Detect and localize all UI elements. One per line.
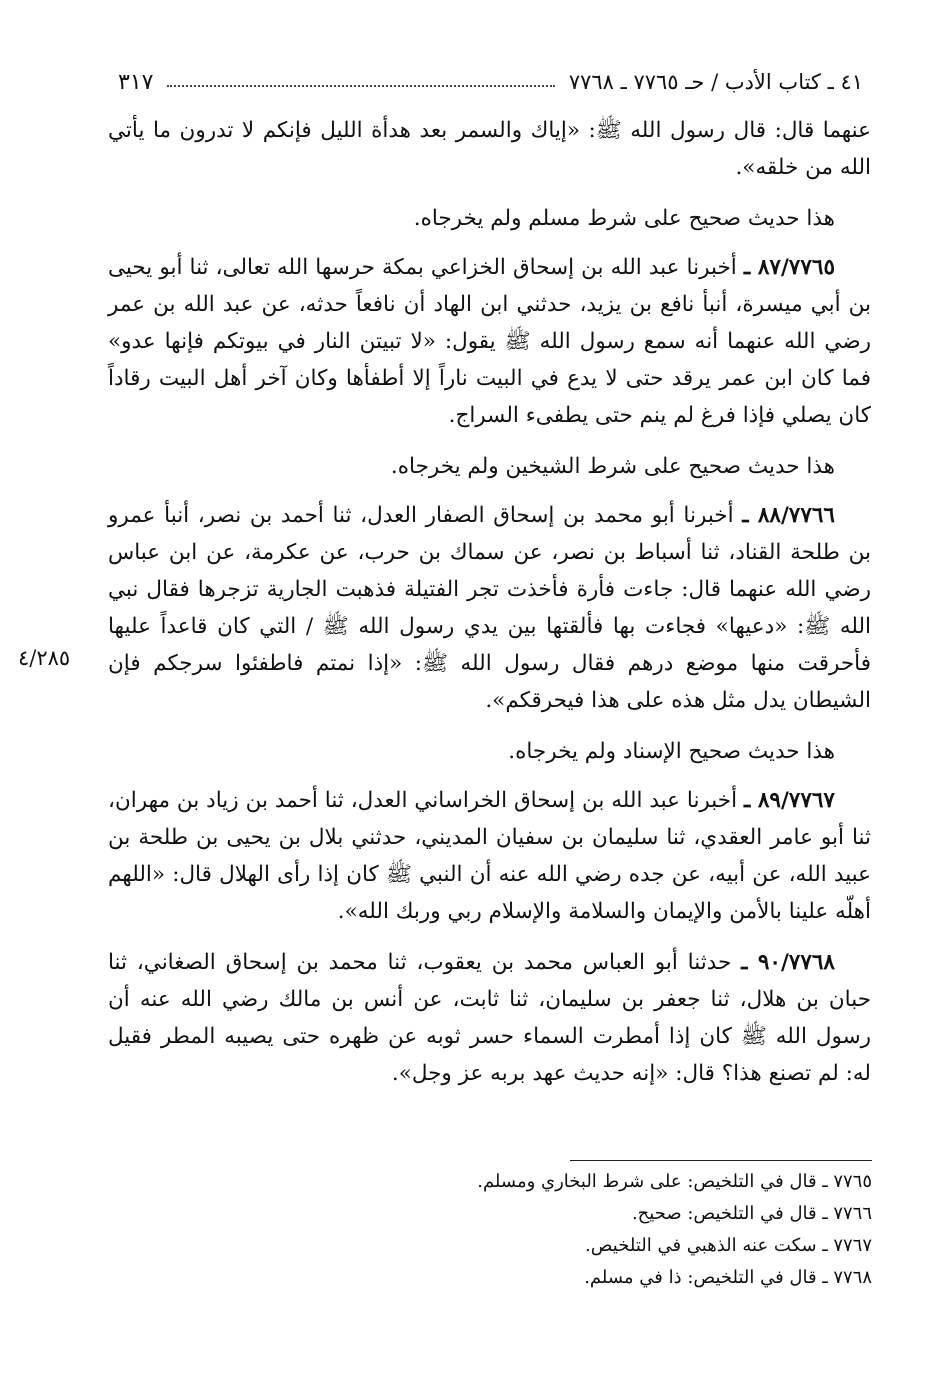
hadith-7768 xyxy=(108,944,871,1092)
hadith-number: ٨٨/٧٧٦٦ ـ xyxy=(742,503,835,528)
paragraph-text: أخبرنا عبد الله بن إسحاق الخراساني العدل، ثنا أحمد بن زياد بن مهران، ثنا أبو عامر العقدي، ثنا سليمان بن سفيان المديني، حدثني بلال بن يحيى بن طلحة بن عبيد الله، عن أبيه، عن جده رضي الله عنه أن النبي ﷺ كان إذا رأى الهلال قال: «اللهم أهلّه علينا بالأمن والإيمان والسلامة والإسلام ربي وربك الله». xyxy=(108,788,871,924)
footnote: ٧٧٦٧ ـ سكت عنه الذهبي في التلخيص. xyxy=(585,1235,872,1256)
main-text xyxy=(108,112,871,1106)
paragraph-text: هذا حديث صحيح على شرط الشيخين ولم يخرجاه. xyxy=(390,454,835,479)
paragraph-verdict xyxy=(108,200,871,237)
footnote-divider xyxy=(570,1160,872,1161)
footnotes xyxy=(300,1166,872,1294)
paragraph-continuation xyxy=(108,112,871,186)
running-header-title: ٤١ ـ كتاب الأدب / حـ ٧٧٦٥ ـ ٧٧٦٨ xyxy=(568,70,863,94)
margin-volume-page-ref: ٤/٢٨٥ xyxy=(18,646,71,670)
paragraph-text: حدثنا أبو العباس محمد بن يعقوب، ثنا محمد بن إسحاق الصغاني، ثنا حبان بن هلال، ثنا جعفر بن سليمان، ثنا ثابت، عن أنس بن مالك رضي الله عنه أن رسول الله ﷺ كان إذا أمطرت السماء حسر ثوبه عن ظهره حتى يصيبه المطر فقيل له: لم تصنع هذا؟ قال: «إنه حديث عهد بربه عز وجل». xyxy=(108,950,871,1086)
footnote: ٧٧٦٨ ـ قال في التلخيص: ذا في مسلم. xyxy=(584,1267,872,1288)
hadith-7766 xyxy=(108,497,871,719)
paragraph-text: هذا حديث صحيح على شرط مسلم ولم يخرجاه. xyxy=(413,206,835,231)
paragraph-text: هذا حديث صحيح الإسناد ولم يخرجاه. xyxy=(508,739,835,764)
paragraph-text: عنهما قال: قال رسول الله ﷺ: «إياك والسمر بعد هدأة الليل فإنكم لا تدرون ما يأتي الله من خلقه». xyxy=(108,118,871,180)
footnote: ٧٧٦٥ ـ قال في التلخيص: على شرط البخاري ومسلم. xyxy=(477,1171,872,1192)
footnote: ٧٧٦٦ ـ قال في التلخيص: صحيح. xyxy=(631,1203,872,1224)
paragraph-verdict xyxy=(108,448,871,485)
hadith-7767 xyxy=(108,782,871,930)
header-leader-dots xyxy=(167,85,554,87)
hadith-7765 xyxy=(108,249,871,434)
running-header xyxy=(118,62,863,102)
paragraph-text: أخبرنا أبو محمد بن إسحاق الصفار العدل، ثنا أحمد بن نصر، أنبأ عمرو بن طلحة القناد، ثنا أسباط بن نصر، عن سماك بن حرب، عن عكرمة، عن ابن عباس رضي الله عنهما قال: جاءت فأرة فأخذت تجر الفتيلة فذهبت الجارية تزجرها فقال نبي الله ﷺ: «دعيها» فجاءت بها فألقتها بين يدي رسول الله ﷺ / التي كان قاعداً عليها فأحرقت منها موضع درهم فقال رسول الله ﷺ: «إذا نمتم فاطفئوا سرجكم فإن الشيطان يدل مثل هذه على هذا فيحرقكم». xyxy=(108,503,871,713)
paragraph-verdict xyxy=(108,733,871,770)
hadith-number: ٨٩/٧٧٦٧ ـ xyxy=(743,788,835,813)
hadith-number: ٨٧/٧٧٦٥ ـ xyxy=(743,255,835,280)
hadith-number: ٩٠/٧٧٦٨ ـ xyxy=(741,950,835,975)
page-number: ٣١٧ xyxy=(118,69,154,95)
paragraph-text: أخبرنا عبد الله بن إسحاق الخزاعي بمكة حرسها الله تعالى، ثنا أبو يحيى بن أبي ميسرة، أنبأ نافع بن يزيد، حدثني ابن الهاد أن نافعاً حدثه، عن عبد الله بن عمر رضي الله عنهما أنه سمع رسول الله ﷺ يقول: «لا تبيتن النار في بيوتكم فإنها عدو» فما كان ابن عمر يرقد حتى لا يدع في البيت ناراً إلا أطفأها وكان آخر أهل البيت رقاداً كان يصلي فإذا فرغ لم ينم حتى يطفىء السراج. xyxy=(108,255,871,428)
